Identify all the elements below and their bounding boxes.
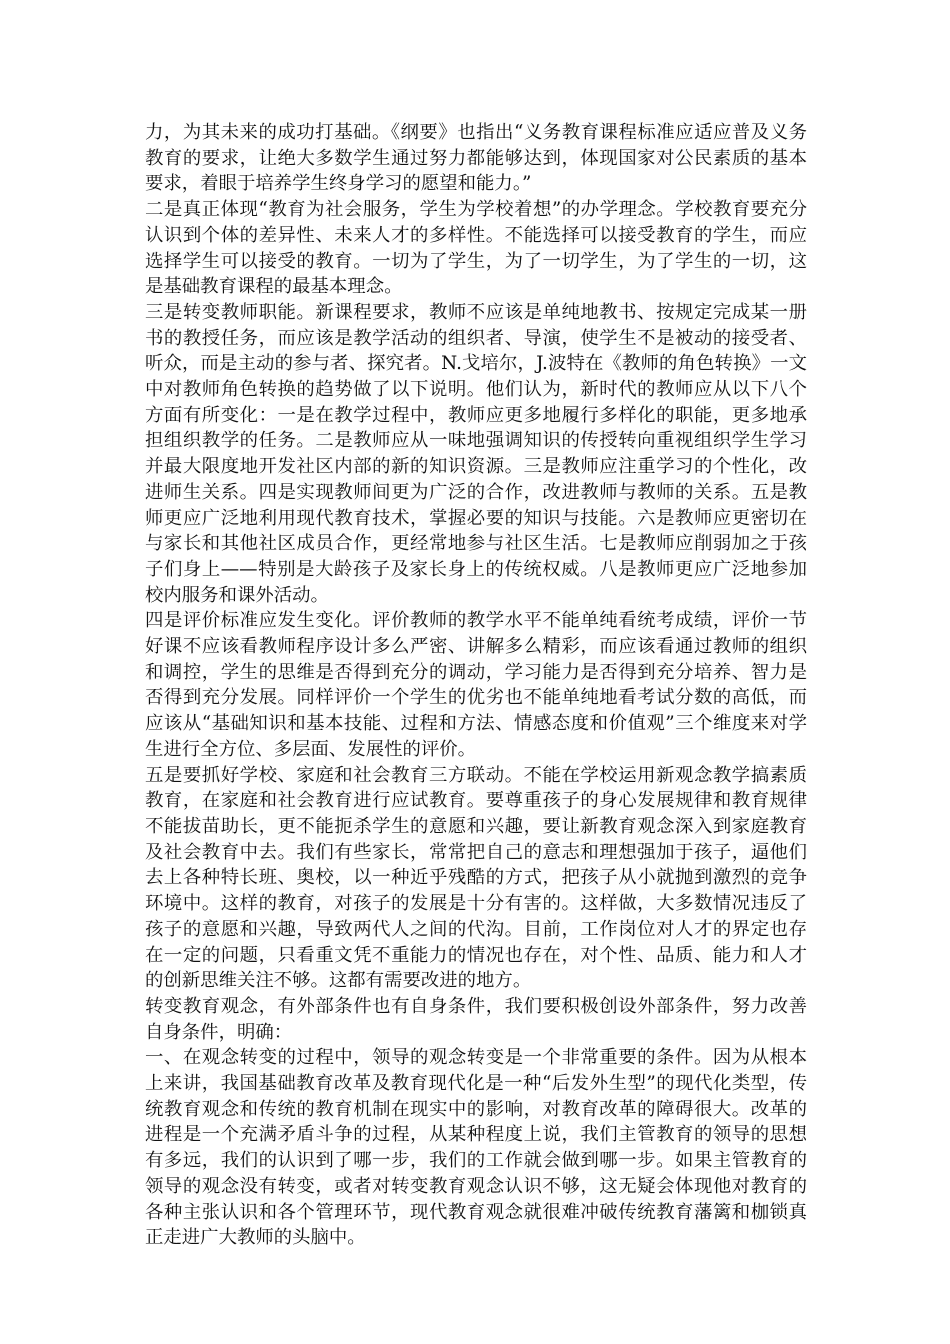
- paragraph-point-three: 三是转变教师职能。新课程要求，教师不应该是单纯地教书、按规定完成某一册书的教授任务，而应该是教学活动的组织者、导演，使学生不是被动的接受者、听众，而是主动的参与者、探究者。N.戈培尔，J.波特在《教师的角色转换》一文中对教师角色转换的趋势做了以下说明。他们认为，新时代的教师应从以下八个方面有所变化：一是在教学过程中，教师应更多地履行多样化的职能，更多地承担组织教学的任务。二是教师应从一味地强调知识的传授转向重视组织学生学习并最大限度地开发社区内部的新的知识资源。三是教师应注重学习的个性化，改进师生关系。四是实现教师间更为广泛的合作，改进教师与教师的关系。五是教师更应广泛地利用现代教育技术，掌握必要的知识与技能。六是教师应更密切在与家长和其他社区成员合作，更经常地参与社区生活。七是教师应削弱加之于孩子们身上——特别是大龄孩子及家长身上的传统权威。八是教师更应广泛地参加校内服务和课外活动。: [145, 301, 807, 606]
- document-page: [145, 120, 807, 1251]
- paragraph-continuation: 力，为其未来的成功打基础。《纲要》也指出“义务教育课程标准应适应普及义务教育的要求，让绝大多数学生通过努力都能够达到，体现国家对公民素质的基本要求，着眼于培养学生终身学习的愿望和能力。”: [145, 122, 807, 195]
- paragraph-point-five: 五是要抓好学校、家庭和社会教育三方联动。不能在学校运用新观念教学搞素质教育，在家庭和社会教育进行应试教育。要尊重孩子的身心发展规律和教育规律不能拔苗助长，更不能扼杀学生的意愿和兴趣，要让新教育观念深入到家庭教育及社会教育中去。我们有些家长，常常把自己的意志和理想强加于孩子，逼他们去上各种特长班、奥校，以一种近乎残酷的方式，把孩子从小就抛到激烈的竞争环境中。这样的教育，对孩子的发展是十分有害的。这样做，大多数情况违反了孩子的意愿和兴趣，导致两代人之间的代沟。目前，工作岗位对人才的界定也存在一定的问题，只看重文凭不重能力的情况也存在，对个性、品质、能力和人才的创新思维关注不够。这都有需要改进的地方。: [145, 764, 807, 992]
- paragraph-conditions-intro: 转变教育观念，有外部条件也有自身条件，我们要积极创设外部条件，努力改善自身条件，明确：: [145, 995, 807, 1043]
- paragraph-point-two: 二是真正体现“教育为社会服务，学生为学校着想”的办学理念。学校教育要充分认识到个体的差异性、未来人才的多样性。不能选择可以接受教育的学生，而应选择学生可以接受的教育。一切为了学生，为了一切学生，为了学生的一切，这是基础教育课程的最基本理念。: [145, 199, 807, 298]
- paragraph-leadership: 一、在观念转变的过程中，领导的观念转变是一个非常重要的条件。因为从根本上来讲，我国基础教育改革及教育现代化是一种“后发外生型”的现代化类型，传统教育观念和传统的教育机制在现实中的影响，对教育改革的障碍很大。改革的进程是一个充满矛盾斗争的过程，从某种程度上说，我们主管教育的领导的思想有多远，我们的认识到了哪一步，我们的工作就会做到哪一步。如果主管教育的领导的观念没有转变，或者对转变教育观念认识不够，这无疑会体现他对教育的各种主张认识和各个管理环节，现代教育观念就很难冲破传统教育藩篱和枷锁真正走进广大教师的头脑中。: [145, 1047, 807, 1249]
- paragraph-point-four: 四是评价标准应发生变化。评价教师的教学水平不能单纯看统考成绩，评价一节好课不应该看教师程序设计多么严密、讲解多么精彩，而应该看通过教师的组织和调控，学生的思维是否得到充分的调动，学习能力是否得到充分培养、智力是否得到充分发展。同样评价一个学生的优劣也不能单纯地看考试分数的高低，而应该从“基础知识和基本技能、过程和方法、情感态度和价值观”三个维度来对学生进行全方位、多层面、发展性的评价。: [145, 610, 807, 760]
